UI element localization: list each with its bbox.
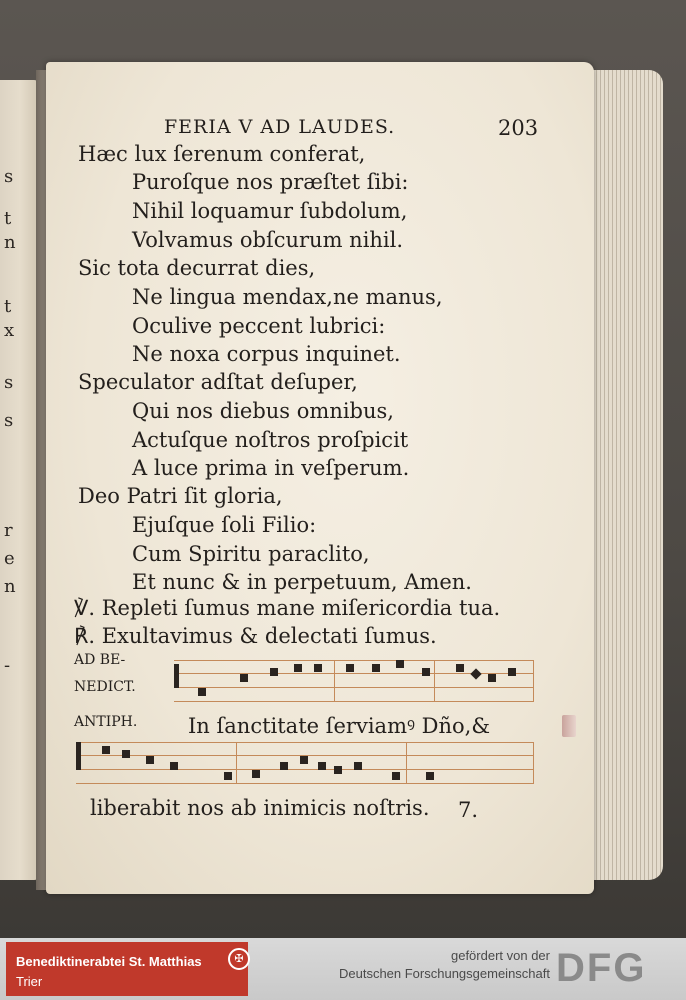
chant-note <box>488 674 496 682</box>
music-staff <box>174 660 534 702</box>
funding-text: gefördert von der <box>450 948 550 963</box>
book-page <box>46 62 594 894</box>
chant-note <box>396 660 404 668</box>
institution-name: Benediktinerabtei St. Matthias <box>16 954 202 969</box>
antiphon-label: ANTIPH. <box>74 714 138 730</box>
hymn-line: Nihil loquamur ſubdolum, <box>132 199 408 223</box>
hymn-line: Puroſque nos præſtet ſibi: <box>132 170 409 194</box>
chant-note <box>354 762 362 770</box>
chant-label: NEDICT. <box>74 679 136 695</box>
hymn-line: Cum Spiritu paraclito, <box>132 542 370 566</box>
hymn-line: Oculive peccent lubrici: <box>132 314 386 338</box>
hymn-line: Actuſque noſtros proſpicit <box>132 428 409 452</box>
hymn-line: Ne lingua mendax,ne manus, <box>132 285 443 309</box>
response: ℟. Exultavimus & delectati ſumus. <box>74 624 437 648</box>
left-text-fragment: t <box>4 208 12 229</box>
chant-note <box>294 664 302 672</box>
left-text-fragment: r <box>4 520 13 541</box>
hymn-line: Volvamus obſcurum nihil. <box>132 228 404 252</box>
chant-note <box>270 668 278 676</box>
chant-note <box>346 664 354 672</box>
chant-note <box>318 762 326 770</box>
chant-note <box>422 668 430 676</box>
chant-note <box>334 766 342 774</box>
chant-note <box>372 664 380 672</box>
left-text-fragment: n <box>4 576 16 597</box>
left-text-fragment: s <box>4 410 14 431</box>
music-staff <box>76 742 534 784</box>
left-text-fragment: t <box>4 296 12 317</box>
mode-number: 7. <box>458 798 479 822</box>
chant-note <box>470 668 481 679</box>
left-text-fragment: - <box>4 655 11 676</box>
hymn-line: Qui nos diebus omnibus, <box>132 399 394 423</box>
left-text-fragment: s <box>4 372 14 393</box>
antiphon-ending: liberabit nos ab inimicis noſtris. <box>90 796 430 820</box>
page-header: FERIA V AD LAUDES. <box>164 116 396 138</box>
bookmark-tab <box>562 715 576 737</box>
chant-note <box>170 762 178 770</box>
chant-note <box>146 756 154 764</box>
hymn-line: Ne noxa corpus inquinet. <box>132 342 401 366</box>
hymn-line: Deo Patri ſit gloria, <box>78 484 283 508</box>
hymn-line: Ejuſque ſoli Filio: <box>132 513 317 537</box>
chant-note <box>392 772 400 780</box>
antiphon-text: In ſanctitate ſerviamꝰ Dño,& <box>188 714 491 738</box>
chant-note <box>300 756 308 764</box>
chant-label: AD BE- <box>74 652 126 668</box>
funding-org: Deutschen Forschungsgemeinschaft <box>338 966 550 981</box>
hymn-line: Et nunc & in perpetuum, Amen. <box>132 570 472 594</box>
chant-note <box>280 762 288 770</box>
left-page-fragment <box>0 80 40 880</box>
abbey-logo-icon: ✠ <box>228 948 250 970</box>
chant-note <box>314 664 322 672</box>
hymn-line: Sic tota decurrat dies, <box>78 256 316 280</box>
dfg-logo[interactable]: DFG <box>556 946 647 990</box>
page-number: 203 <box>498 116 539 140</box>
institution-city: Trier <box>16 974 43 989</box>
left-text-fragment: n <box>4 232 16 253</box>
footer-bar <box>0 938 686 1000</box>
chant-note <box>102 746 110 754</box>
institution-banner[interactable] <box>6 942 248 996</box>
chant-note <box>198 688 206 696</box>
left-text-fragment: s <box>4 166 14 187</box>
hymn-line: Speculator adſtat deſuper, <box>78 370 358 394</box>
clef <box>174 664 179 688</box>
chant-note <box>224 772 232 780</box>
left-text-fragment: x <box>4 320 15 341</box>
clef <box>76 742 81 770</box>
left-text-fragment: e <box>4 548 15 569</box>
chant-note <box>426 772 434 780</box>
chant-note <box>508 668 516 676</box>
chant-note <box>240 674 248 682</box>
chant-note <box>252 770 260 778</box>
versicle: ℣. Repleti ſumus mane miſericordia tua. <box>74 596 501 620</box>
hymn-line: A luce prima in veſperum. <box>132 456 410 480</box>
chant-note <box>122 750 130 758</box>
chant-note <box>456 664 464 672</box>
hymn-line: Hæc lux ſerenum conferat, <box>78 142 366 166</box>
page-edges <box>585 70 663 880</box>
